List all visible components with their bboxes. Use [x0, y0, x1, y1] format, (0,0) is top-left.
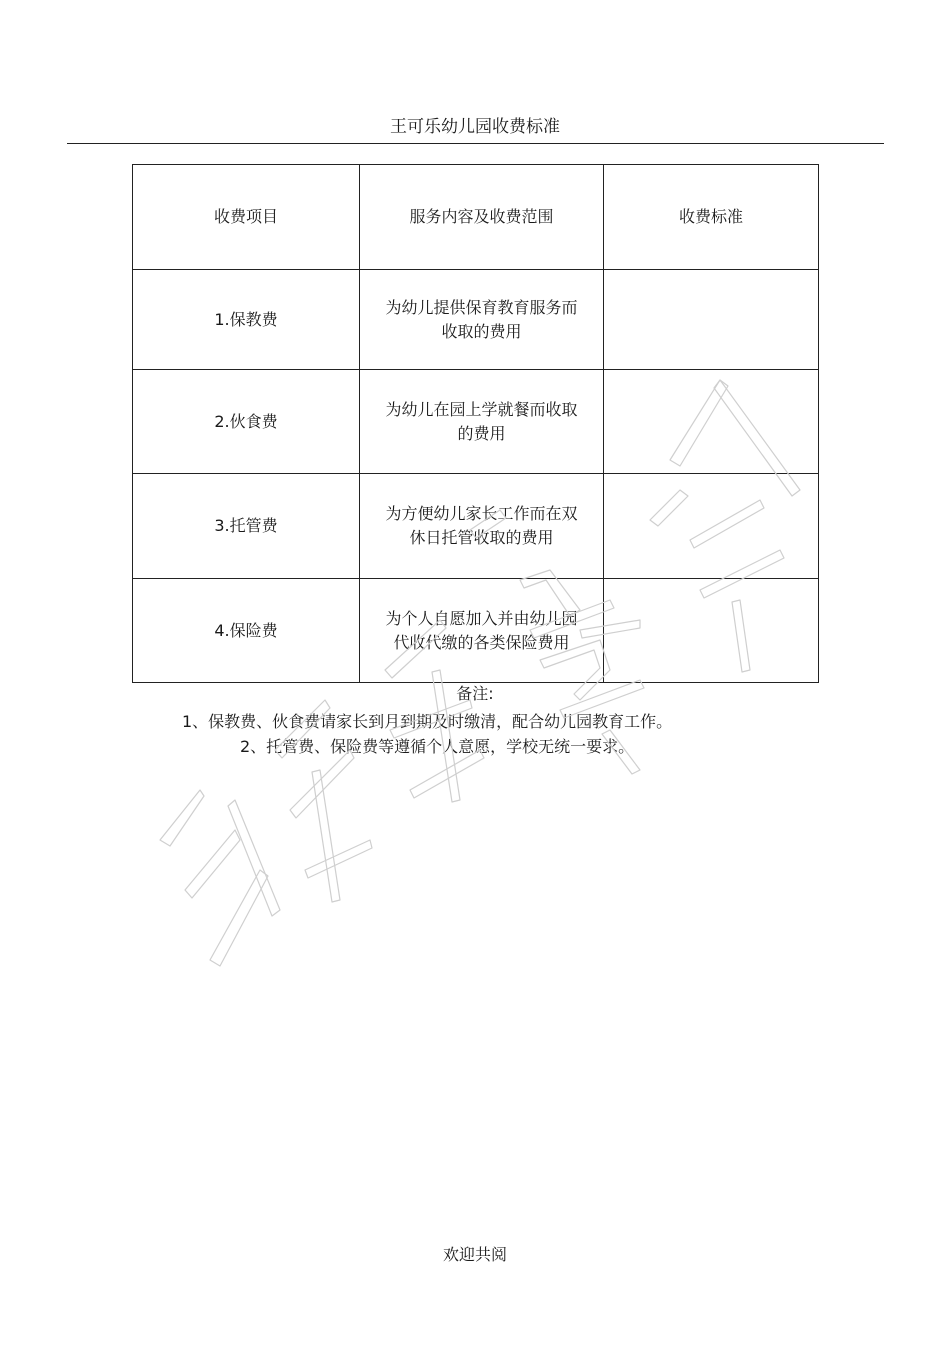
- item-cell: 3.托管费: [133, 474, 360, 579]
- standard-cell: [604, 579, 819, 683]
- description-cell: [360, 579, 604, 683]
- table-row: [133, 579, 819, 683]
- standard-cell: [604, 270, 819, 370]
- page-footer: 欢迎共阅: [442, 1245, 507, 1264]
- table-row: [133, 270, 819, 370]
- standard-cell: [604, 370, 819, 474]
- item-cell: 2.伙食费: [133, 370, 360, 474]
- fee-table: [132, 164, 819, 683]
- notes-heading: 备注:: [456, 684, 494, 703]
- table-row: [133, 370, 819, 474]
- description-cell: [360, 474, 604, 579]
- header-cell-item: 收费项目: [133, 165, 360, 270]
- description-text: 为幼儿提供保育教育服务而收取的费用: [385, 297, 578, 341]
- description-cell: [360, 270, 604, 370]
- page-title: 王可乐幼儿园收费标准: [390, 117, 560, 137]
- standard-cell: [604, 474, 819, 579]
- item-cell: 4.保险费: [133, 579, 360, 683]
- table-row: [133, 474, 819, 579]
- header-cell-standard: 收费标准: [604, 165, 819, 270]
- note-item: 2、托管费、保险费等遵循个人意愿，学校无统一要求。: [240, 737, 635, 756]
- description-text: 为方便幼儿家长工作而在双休日托管收取的费用: [385, 504, 578, 547]
- item-cell: 1.保教费: [133, 270, 360, 370]
- header-cell-description: 服务内容及收费范围: [360, 165, 604, 270]
- header-divider: [67, 143, 884, 144]
- description-text: 为个人自愿加入并由幼儿园代收代缴的各类保险费用: [385, 608, 578, 652]
- note-item: 1、保教费、伙食费请家长到月到期及时缴清，配合幼儿园教育工作。: [182, 712, 673, 731]
- table-header-row: [133, 165, 819, 270]
- description-cell: [360, 370, 604, 474]
- description-text: 为幼儿在园上学就餐而收取的费用: [385, 399, 578, 443]
